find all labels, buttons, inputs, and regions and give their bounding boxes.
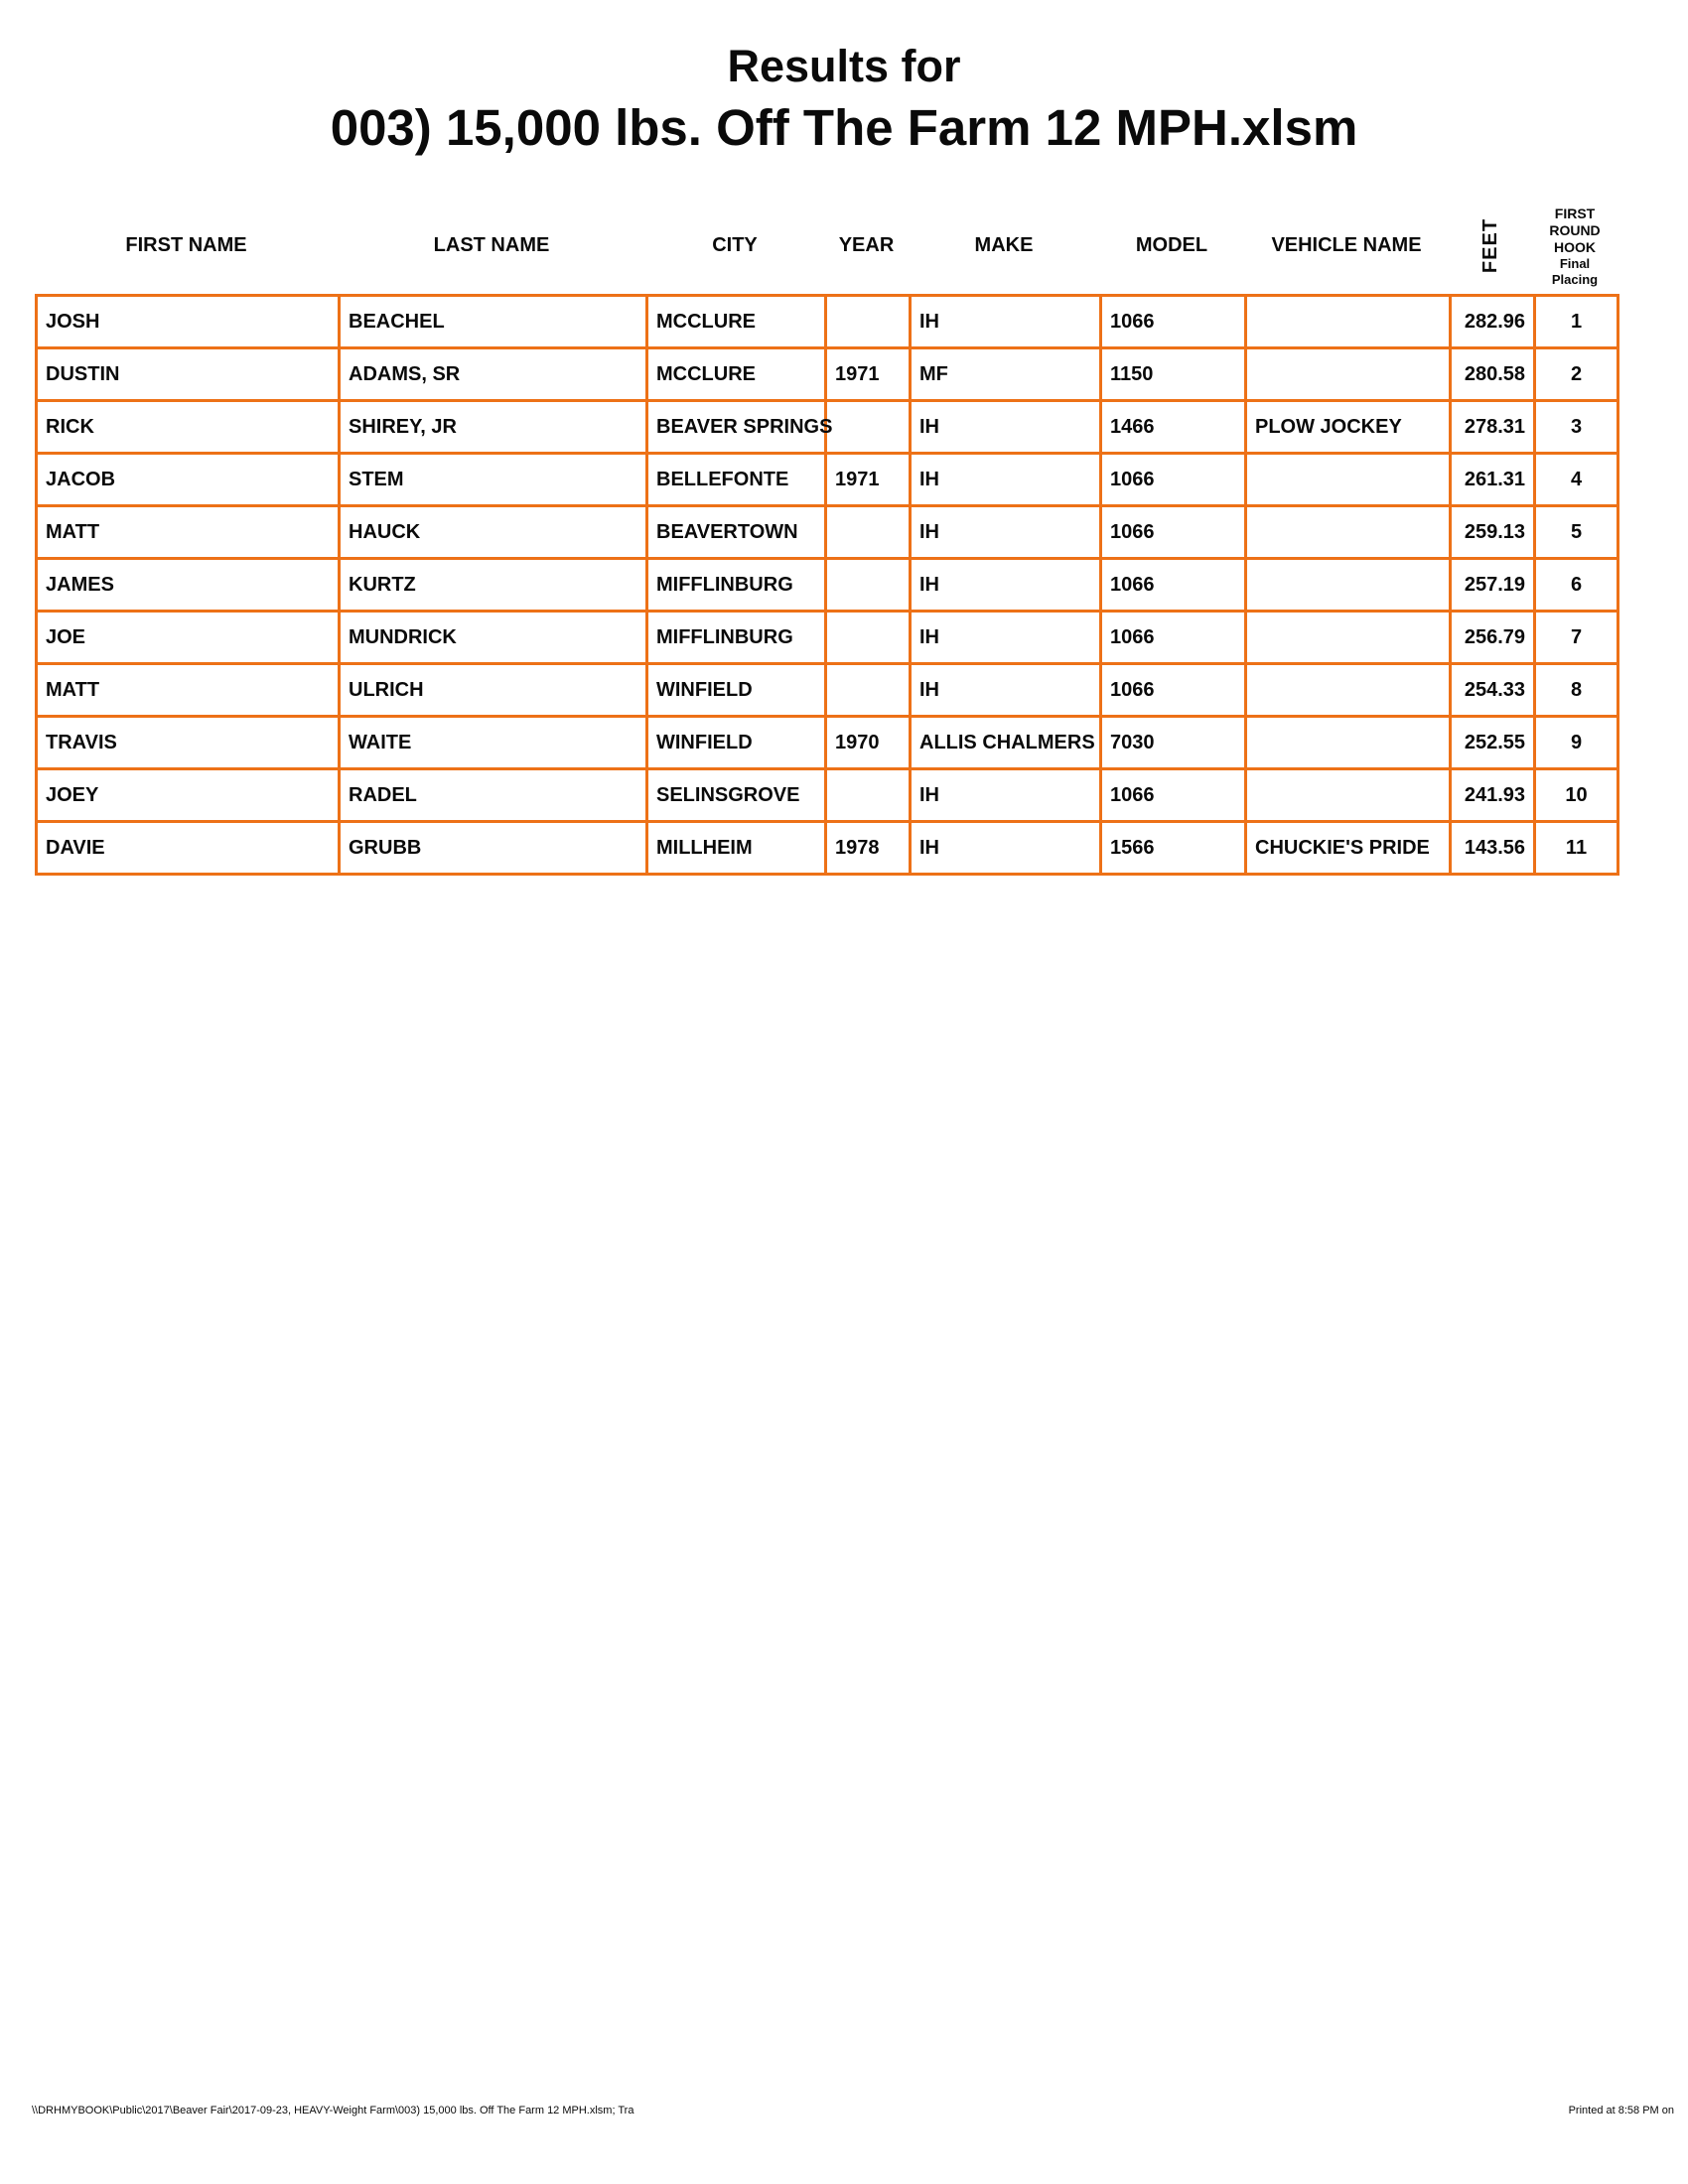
cell-first_name: JOE	[37, 612, 340, 664]
cell-year	[826, 612, 911, 664]
cell-feet: 257.19	[1451, 559, 1535, 612]
cell-city: WINFIELD	[647, 664, 826, 717]
cell-model: 7030	[1101, 717, 1246, 769]
cell-first_name: TRAVIS	[37, 717, 340, 769]
cell-feet: 252.55	[1451, 717, 1535, 769]
cell-make: IH	[911, 401, 1101, 454]
cell-year: 1978	[826, 822, 911, 875]
cell-placing: 4	[1535, 454, 1618, 506]
cell-first_name: MATT	[37, 664, 340, 717]
cell-first_name: MATT	[37, 506, 340, 559]
cell-make: MF	[911, 348, 1101, 401]
cell-placing: 10	[1535, 769, 1618, 822]
cell-city: BELLEFONTE	[647, 454, 826, 506]
cell-feet: 256.79	[1451, 612, 1535, 664]
cell-first_name: JACOB	[37, 454, 340, 506]
table-row	[37, 822, 1618, 875]
table-row	[37, 454, 1618, 506]
cell-placing: 7	[1535, 612, 1618, 664]
cell-vehicle_name: PLOW JOCKEY	[1246, 401, 1451, 454]
cell-vehicle_name	[1246, 296, 1451, 348]
cell-make: IH	[911, 664, 1101, 717]
cell-last_name: KURTZ	[340, 559, 647, 612]
cell-vehicle_name	[1246, 769, 1451, 822]
cell-year	[826, 401, 911, 454]
cell-first_name: RICK	[37, 401, 340, 454]
cell-city: MCCLURE	[647, 348, 826, 401]
cell-city: BEAVER SPRINGS	[647, 401, 826, 454]
column-header-placing: FIRST ROUND HOOK Final Placing	[1549, 205, 1601, 288]
table-row	[37, 506, 1618, 559]
title-results-for: Results for	[727, 41, 961, 91]
table-row	[37, 348, 1618, 401]
table-row	[37, 717, 1618, 769]
cell-model: 1066	[1101, 769, 1246, 822]
table-row	[37, 401, 1618, 454]
cell-make: IH	[911, 822, 1101, 875]
cell-vehicle_name	[1246, 348, 1451, 401]
cell-make: IH	[911, 296, 1101, 348]
cell-last_name: WAITE	[340, 717, 647, 769]
cell-model: 1066	[1101, 664, 1246, 717]
cell-year	[826, 559, 911, 612]
cell-vehicle_name	[1246, 664, 1451, 717]
table-row	[37, 664, 1618, 717]
column-header-make: MAKE	[974, 233, 1034, 256]
cell-feet: 241.93	[1451, 769, 1535, 822]
column-header-first_name: FIRST NAME	[125, 233, 247, 256]
column-header-last_name: LAST NAME	[433, 233, 550, 256]
cell-feet: 261.31	[1451, 454, 1535, 506]
table-column-headers	[35, 199, 1617, 292]
cell-city: MCCLURE	[647, 296, 826, 348]
results-table-body	[37, 296, 1618, 875]
cell-vehicle_name	[1246, 612, 1451, 664]
cell-make: IH	[911, 559, 1101, 612]
cell-year: 1971	[826, 348, 911, 401]
cell-model: 1066	[1101, 612, 1246, 664]
table-row	[37, 769, 1618, 822]
column-header-model: MODEL	[1135, 233, 1208, 256]
cell-last_name: SHIREY, JR	[340, 401, 647, 454]
cell-placing: 11	[1535, 822, 1618, 875]
table-row	[37, 559, 1618, 612]
cell-model: 1150	[1101, 348, 1246, 401]
results-table	[35, 294, 1619, 876]
cell-vehicle_name	[1246, 559, 1451, 612]
cell-feet: 143.56	[1451, 822, 1535, 875]
cell-vehicle_name	[1246, 506, 1451, 559]
cell-first_name: DUSTIN	[37, 348, 340, 401]
cell-model: 1066	[1101, 296, 1246, 348]
cell-feet: 259.13	[1451, 506, 1535, 559]
cell-year: 1970	[826, 717, 911, 769]
cell-first_name: DAVIE	[37, 822, 340, 875]
cell-placing: 5	[1535, 506, 1618, 559]
table-row	[37, 612, 1618, 664]
cell-last_name: MUNDRICK	[340, 612, 647, 664]
cell-model: 1066	[1101, 454, 1246, 506]
cell-last_name: RADEL	[340, 769, 647, 822]
feet-rotated-label: FEET	[1479, 217, 1501, 273]
cell-last_name: ULRICH	[340, 664, 647, 717]
cell-last_name: BEACHEL	[340, 296, 647, 348]
cell-make: ALLIS CHALMERS	[911, 717, 1101, 769]
cell-city: MILLHEIM	[647, 822, 826, 875]
cell-model: 1466	[1101, 401, 1246, 454]
cell-first_name: JOSH	[37, 296, 340, 348]
table-row	[37, 296, 1618, 348]
cell-make: IH	[911, 769, 1101, 822]
cell-last_name: GRUBB	[340, 822, 647, 875]
cell-placing: 2	[1535, 348, 1618, 401]
cell-make: IH	[911, 612, 1101, 664]
cell-first_name: JAMES	[37, 559, 340, 612]
cell-vehicle_name	[1246, 717, 1451, 769]
column-header-year: YEAR	[838, 233, 895, 256]
cell-make: IH	[911, 506, 1101, 559]
footer-printed-at: Printed at 8:58 PM on	[1568, 2105, 1674, 2116]
cell-feet: 254.33	[1451, 664, 1535, 717]
cell-last_name: ADAMS, SR	[340, 348, 647, 401]
title-file-name: 003) 15,000 lbs. Off The Farm 12 MPH.xlsm	[330, 99, 1358, 156]
cell-feet: 278.31	[1451, 401, 1535, 454]
cell-first_name: JOEY	[37, 769, 340, 822]
cell-year	[826, 769, 911, 822]
cell-year	[826, 506, 911, 559]
cell-feet: 280.58	[1451, 348, 1535, 401]
cell-year: 1971	[826, 454, 911, 506]
cell-model: 1066	[1101, 506, 1246, 559]
cell-city: BEAVERTOWN	[647, 506, 826, 559]
page-title	[0, 41, 1688, 156]
cell-model: 1566	[1101, 822, 1246, 875]
cell-model: 1066	[1101, 559, 1246, 612]
cell-vehicle_name: CHUCKIE'S PRIDE	[1246, 822, 1451, 875]
column-header-vehicle_name: VEHICLE NAME	[1271, 233, 1422, 256]
cell-city: SELINSGROVE	[647, 769, 826, 822]
cell-last_name: HAUCK	[340, 506, 647, 559]
cell-make: IH	[911, 454, 1101, 506]
cell-last_name: STEM	[340, 454, 647, 506]
cell-placing: 3	[1535, 401, 1618, 454]
cell-placing: 6	[1535, 559, 1618, 612]
footer-file-path: \\DRHMYBOOK\Public\2017\Beaver Fair\2017-09-23, HEAVY-Weight Farm\003) 15,000 lbs. Off The Farm 12 MPH.xlsm; Tra	[32, 2105, 634, 2116]
cell-city: WINFIELD	[647, 717, 826, 769]
cell-placing: 8	[1535, 664, 1618, 717]
cell-city: MIFFLINBURG	[647, 612, 826, 664]
cell-year	[826, 664, 911, 717]
column-header-city: CITY	[712, 233, 758, 256]
column-header-feet	[1449, 199, 1533, 292]
cell-feet: 282.96	[1451, 296, 1535, 348]
cell-vehicle_name	[1246, 454, 1451, 506]
cell-city: MIFFLINBURG	[647, 559, 826, 612]
cell-placing: 1	[1535, 296, 1618, 348]
cell-placing: 9	[1535, 717, 1618, 769]
cell-year	[826, 296, 911, 348]
